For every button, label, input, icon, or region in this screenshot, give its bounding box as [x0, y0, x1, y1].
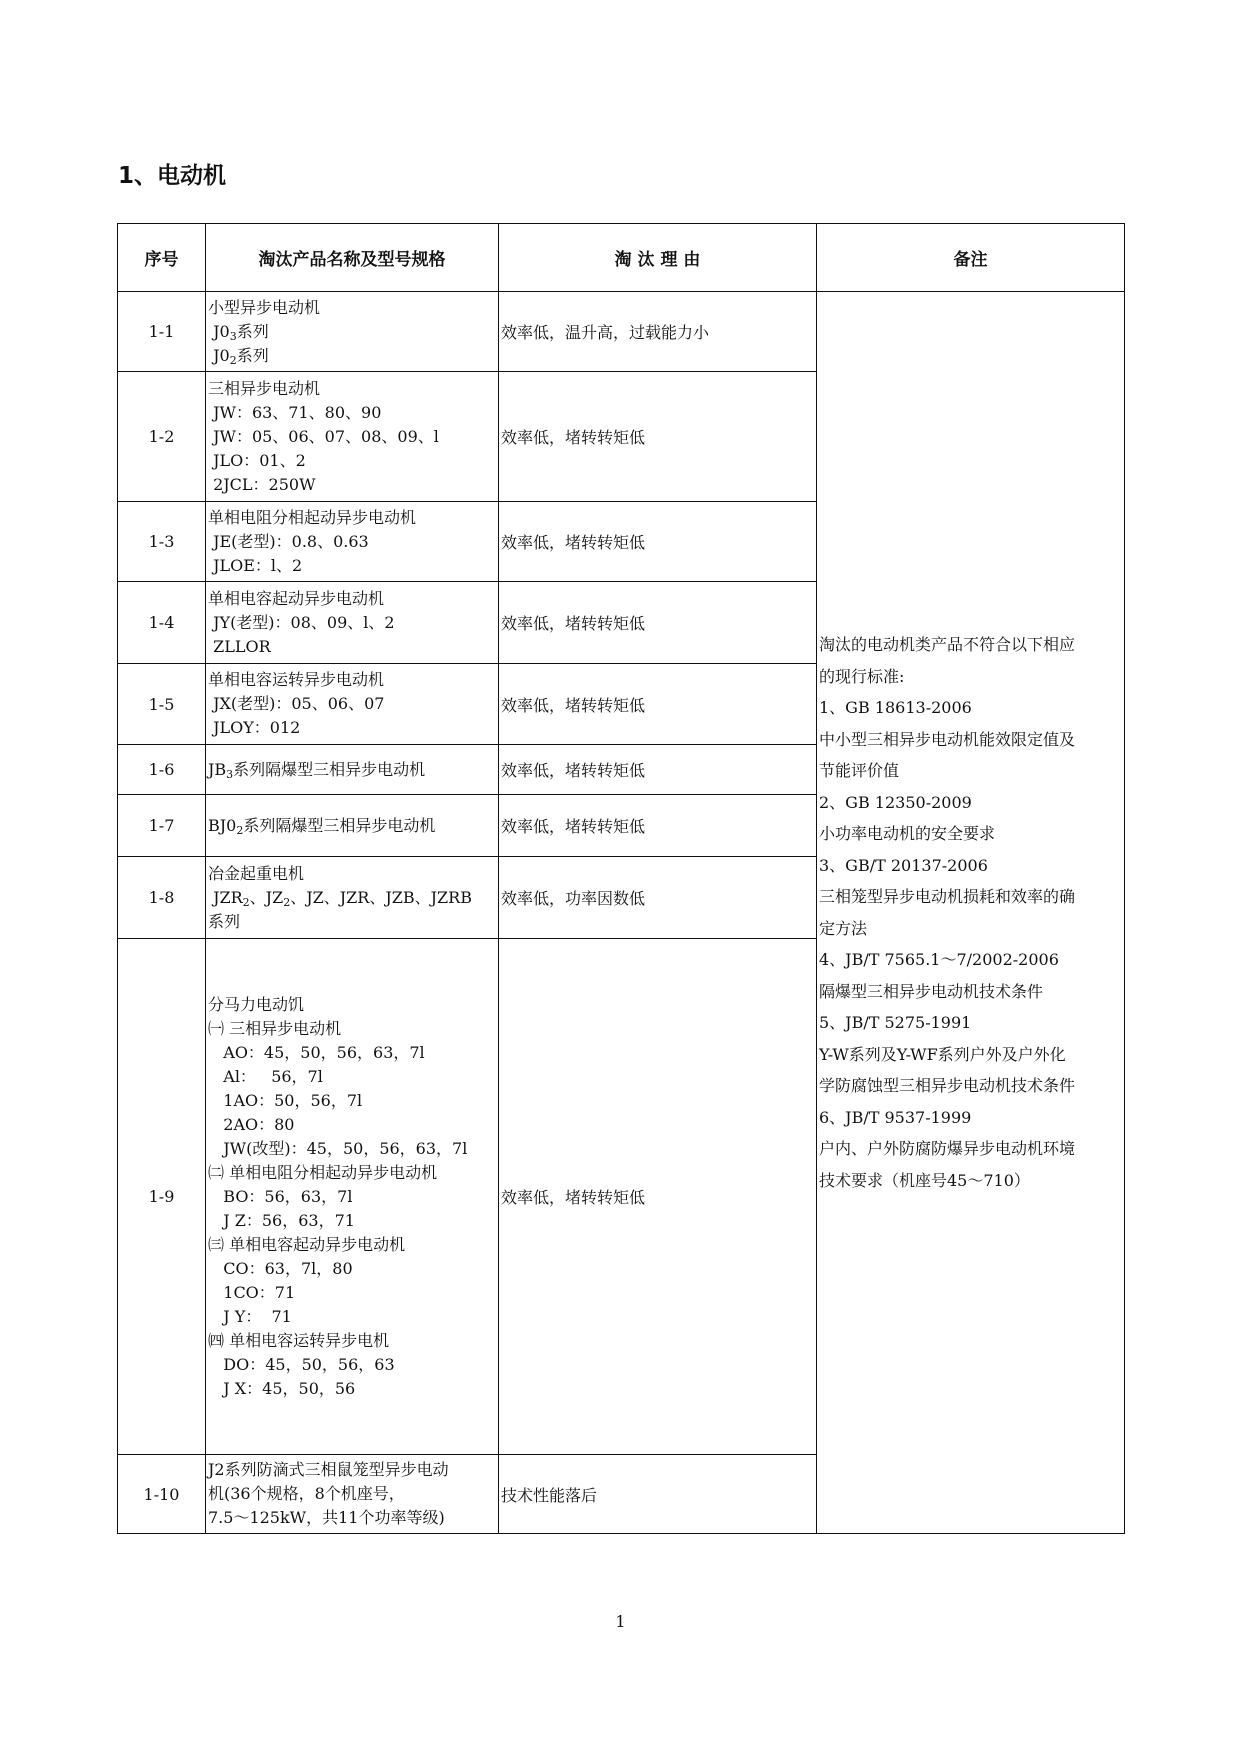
- remark-line: 三相笼型异步电动机损耗和效率的确: [819, 887, 1076, 906]
- product-name-cell: [206, 1455, 499, 1534]
- column-header-reason: 淘 汰 理 由: [499, 224, 817, 292]
- row-number: 1-7: [118, 795, 206, 857]
- remark-line: 节能评价值: [819, 761, 900, 780]
- remark-line: 学防腐蚀型三相异步电动机技术条件: [819, 1076, 1076, 1095]
- product-name-cell: [206, 939, 499, 1455]
- reason-cell: 技术性能落后: [499, 1455, 817, 1534]
- reason-cell: 效率低，温升高，过载能力小: [499, 292, 817, 372]
- product-name-cell: [206, 502, 499, 582]
- remark-line: 4、JB/T 7565.1～7/2002-2006: [819, 950, 1059, 969]
- row-number: 1-2: [118, 372, 206, 502]
- product-name-line: 单相电阻分相起动异步电动机: [208, 507, 417, 527]
- row-number: 1-8: [118, 857, 206, 939]
- product-name-line: J Y： 71: [208, 1306, 292, 1326]
- remark-line: 1、GB 18613-2006: [819, 698, 972, 717]
- product-name-line: AO：45，50，56，63，7l: [208, 1042, 425, 1062]
- reason-cell: 效率低，功率因数低: [499, 857, 817, 939]
- product-name-line: JW(改型)：45，50，56，63，7l: [208, 1138, 468, 1158]
- product-name-line: 冶金起重电机: [208, 863, 305, 883]
- product-name-line: ㈣ 单相电容运转异步电机: [208, 1330, 390, 1350]
- product-name-cell: [206, 745, 499, 795]
- product-name-line: JE(老型)：0.8、0.63: [208, 531, 369, 551]
- product-name-cell: [206, 664, 499, 745]
- product-name-line: 2JCL：250W: [208, 474, 316, 494]
- page-title: 1、电动机: [118, 163, 227, 189]
- row-number: 1-4: [118, 582, 206, 664]
- product-name-cell: [206, 292, 499, 372]
- reason-cell: 效率低，堵转转矩低: [499, 745, 817, 795]
- row-number: 1-1: [118, 292, 206, 372]
- reason-cell: 效率低，堵转转矩低: [499, 664, 817, 745]
- product-name-line: CO：63，7l，80: [208, 1258, 353, 1278]
- product-name-cell: [206, 372, 499, 502]
- product-name-line: 7.5～125kW，共11个功率等级): [208, 1508, 445, 1527]
- column-header-remark: 备注: [817, 224, 1125, 292]
- table-header-row: [118, 224, 1125, 292]
- product-name-line: J X：45，50，56: [208, 1378, 356, 1398]
- product-name-line: $JZR_2$、$JZ_2$、JZ、JZR、JZB、JZRB: [208, 887, 472, 909]
- remark-line: 中小型三相异步电动机能效限定值及: [819, 729, 1076, 749]
- product-name-line: 1AO：50，56，7l: [208, 1090, 363, 1110]
- product-name-line: JW：63、71、80、90: [208, 402, 382, 422]
- column-header-number: 序号: [118, 224, 206, 292]
- reason-cell: 效率低，堵转转矩低: [499, 502, 817, 582]
- remark-line: 技术要求（机座号45～710）: [819, 1170, 1030, 1190]
- product-name-cell: [206, 857, 499, 939]
- product-name-line: JLOE：l、2: [208, 555, 303, 575]
- remark-cell: [817, 292, 1125, 1534]
- row-number: 1-6: [118, 745, 206, 795]
- reason-cell: 效率低，堵转转矩低: [499, 372, 817, 502]
- eliminated-products-table: [117, 223, 1125, 1534]
- reason-cell: 效率低，堵转转矩低: [499, 795, 817, 857]
- remark-line: 定方法: [819, 918, 868, 938]
- product-name-line: $JB_3$系列隔爆型三相异步电动机: [208, 759, 426, 781]
- remark-line: 的现行标准:: [819, 666, 905, 686]
- remark-line: 3、GB/T 20137-2006: [819, 855, 988, 875]
- remark-line: 2、GB 12350-2009: [819, 792, 972, 812]
- product-name-line: ZLLOR: [208, 636, 271, 656]
- product-name-line: JLOY：012: [208, 718, 301, 737]
- product-name-line: 分马力电动饥: [208, 994, 305, 1014]
- product-name-line: JX(老型)：05、06、07: [208, 694, 385, 713]
- product-name-line: J Z：56，63，71: [208, 1210, 355, 1230]
- product-name-line: JY(老型)：08、09、l、2: [208, 612, 395, 632]
- product-name-line: 系列: [208, 911, 241, 931]
- product-name-line: BO：56，63，7l: [208, 1186, 353, 1206]
- product-name-line: J2系列防滴式三相鼠笼型异步电动: [208, 1460, 449, 1479]
- product-name-line: $J0_2$系列: [208, 345, 269, 367]
- remark-line: 淘汰的电动机类产品不符合以下相应: [819, 635, 1076, 654]
- product-name-line: 2AO：80: [208, 1114, 295, 1134]
- product-name-line: 机(36个规格，8个机座号，: [208, 1484, 405, 1503]
- reason-cell: 效率低，堵转转矩低: [499, 939, 817, 1455]
- remark-line: Y-W系列及Y-WF系列户外及户外化: [819, 1044, 1066, 1064]
- product-name-line: 单相电容运转异步电动机: [208, 670, 385, 689]
- remark-line: 小功率电动机的安全要求: [819, 824, 996, 843]
- table-row: [118, 292, 1125, 372]
- product-name-line: DO：45，50，56，63: [208, 1354, 395, 1374]
- remark-line: 6、JB/T 9537-1999: [819, 1107, 972, 1127]
- product-name-line: ㈢ 单相电容起动异步电动机: [208, 1234, 406, 1254]
- product-name-line: $J0_3$系列: [208, 321, 269, 343]
- product-name-line: ㈠ 三相异步电动机: [208, 1018, 342, 1038]
- remark-line: 隔爆型三相异步电动机技术条件: [819, 981, 1044, 1001]
- page-number: 1: [615, 1612, 626, 1631]
- row-number: 1-10: [118, 1455, 206, 1534]
- reason-cell: 效率低，堵转转矩低: [499, 582, 817, 664]
- product-name-line: 小型异步电动机: [208, 297, 321, 317]
- remark-line: 5、JB/T 5275-1991: [819, 1013, 972, 1032]
- product-name-line: 三相异步电动机: [208, 378, 321, 398]
- column-header-product-name: 淘汰产品名称及型号规格: [206, 224, 499, 292]
- product-name-line: JW：05、06、07、08、09、l: [208, 426, 439, 446]
- product-name-line: ㈡ 单相电阻分相起动异步电动机: [208, 1162, 438, 1182]
- product-name-line: Al： 56，7l: [208, 1066, 323, 1086]
- product-name-cell: [206, 795, 499, 857]
- remark-line: 户内、户外防腐防爆异步电动机环境: [819, 1139, 1076, 1158]
- product-name-line: 单相电容起动异步电动机: [208, 588, 385, 608]
- row-number: 1-9: [118, 939, 206, 1455]
- product-name-line: 1CO：71: [208, 1282, 296, 1302]
- product-name-line: JLO：01、2: [208, 450, 306, 470]
- row-number: 1-3: [118, 502, 206, 582]
- product-name-line: $BJ0_2$系列隔爆型三相异步电动机: [208, 815, 436, 837]
- product-name-cell: [206, 582, 499, 664]
- row-number: 1-5: [118, 664, 206, 745]
